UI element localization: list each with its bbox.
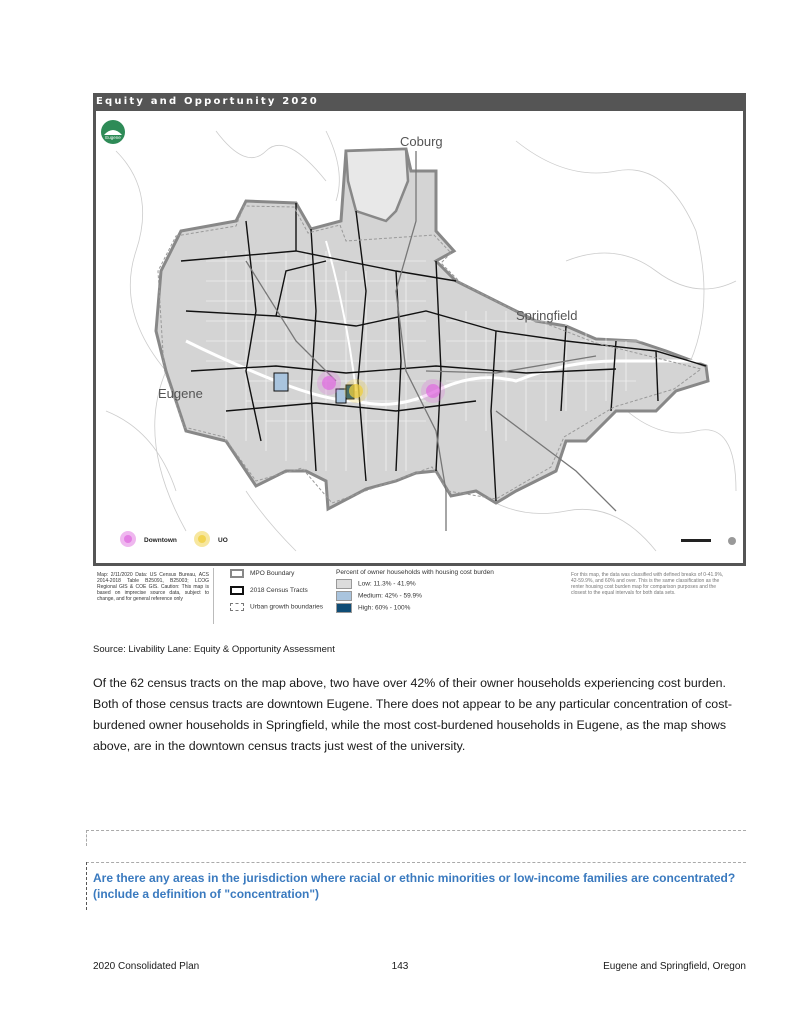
map-figure <box>93 93 746 566</box>
question-left-rule <box>86 862 87 910</box>
key-downtown-label: Downtown <box>144 537 177 544</box>
figure-source: Source: Livability Lane: Equity & Opportunity Assessment <box>93 644 335 655</box>
legend-mpo-label: MPO Boundary <box>250 570 295 578</box>
section-divider-top <box>86 830 746 831</box>
footer-right: Eugene and Springfield, Oregon <box>603 961 746 972</box>
mpo-boundary <box>156 149 708 509</box>
section-divider-bottom <box>86 862 746 863</box>
map-title: Equity and Opportunity 2020 <box>96 96 319 107</box>
section-question: Are there any areas in the jurisdiction where racial or ethnic minorities or low-income families are concentrated? (include a definition of "concentration") <box>93 871 736 901</box>
key-uo-label: UO <box>218 537 228 544</box>
footer-page-number: 143 <box>391 961 409 972</box>
label-eugene: Eugene <box>158 386 203 401</box>
legend-mpo <box>230 569 294 578</box>
legend-ugb <box>230 603 323 611</box>
legend-burden-title: Percent of owner households with housing cost burden <box>336 569 494 576</box>
legend-medium-label: Medium: 42% - 59.9% <box>358 592 422 600</box>
map-graphic <box>96 111 743 563</box>
section-divider-left-top <box>86 830 87 846</box>
map-legend <box>93 566 746 626</box>
legend-ugb-label: Urban growth boundaries <box>250 603 323 611</box>
legend-low <box>336 579 416 589</box>
legend-note: For this map, the data was classified with defined breaks of 0-41.9%, 42-59.9%, and 60% and over. This is the same classification as the renter housing cost burden map for comparison purposes and the closest to the equal intervals for both data sets. <box>571 572 724 596</box>
legend-tracts-label: 2018 Census Tracts <box>250 587 308 595</box>
legend-tracts <box>230 586 308 595</box>
scale-bar <box>681 539 711 542</box>
legend-high <box>336 603 410 613</box>
map-area <box>96 111 743 563</box>
label-coburg: Coburg <box>400 134 443 149</box>
footer-left: 2020 Consolidated Plan <box>93 961 200 972</box>
tract-medium-1 <box>274 373 288 391</box>
legend-divider <box>213 568 214 624</box>
legend-medium <box>336 591 422 601</box>
legend-high-label: High: 60% - 100% <box>358 604 411 612</box>
label-springfield: Springfield <box>516 308 578 323</box>
north-arrow <box>728 537 736 545</box>
legend-meta: Map: 2/11/2020 Data: US Census Bureau, ACS 2014-2018 Table B25091, B25003; LCOG Regional GIS & COE GIS. Caution: This map is based on imprecise source data, subject to change, and for general reference only <box>97 572 209 602</box>
logo-text: Eugene <box>105 135 121 140</box>
legend-low-label: Low: 11.3% - 41.9% <box>358 580 416 588</box>
body-paragraph: Of the 62 census tracts on the map above, two have over 42% of their owner households experiencing cost burden. Both of those census tracts are downtown Eugene. There does not appear to be any particular concentration of cost-burdened owner households in Springfield, while the most cost-burdened households in Eugene, as the map shows above, are in the downtown census tracts just west of the university. <box>93 676 732 753</box>
